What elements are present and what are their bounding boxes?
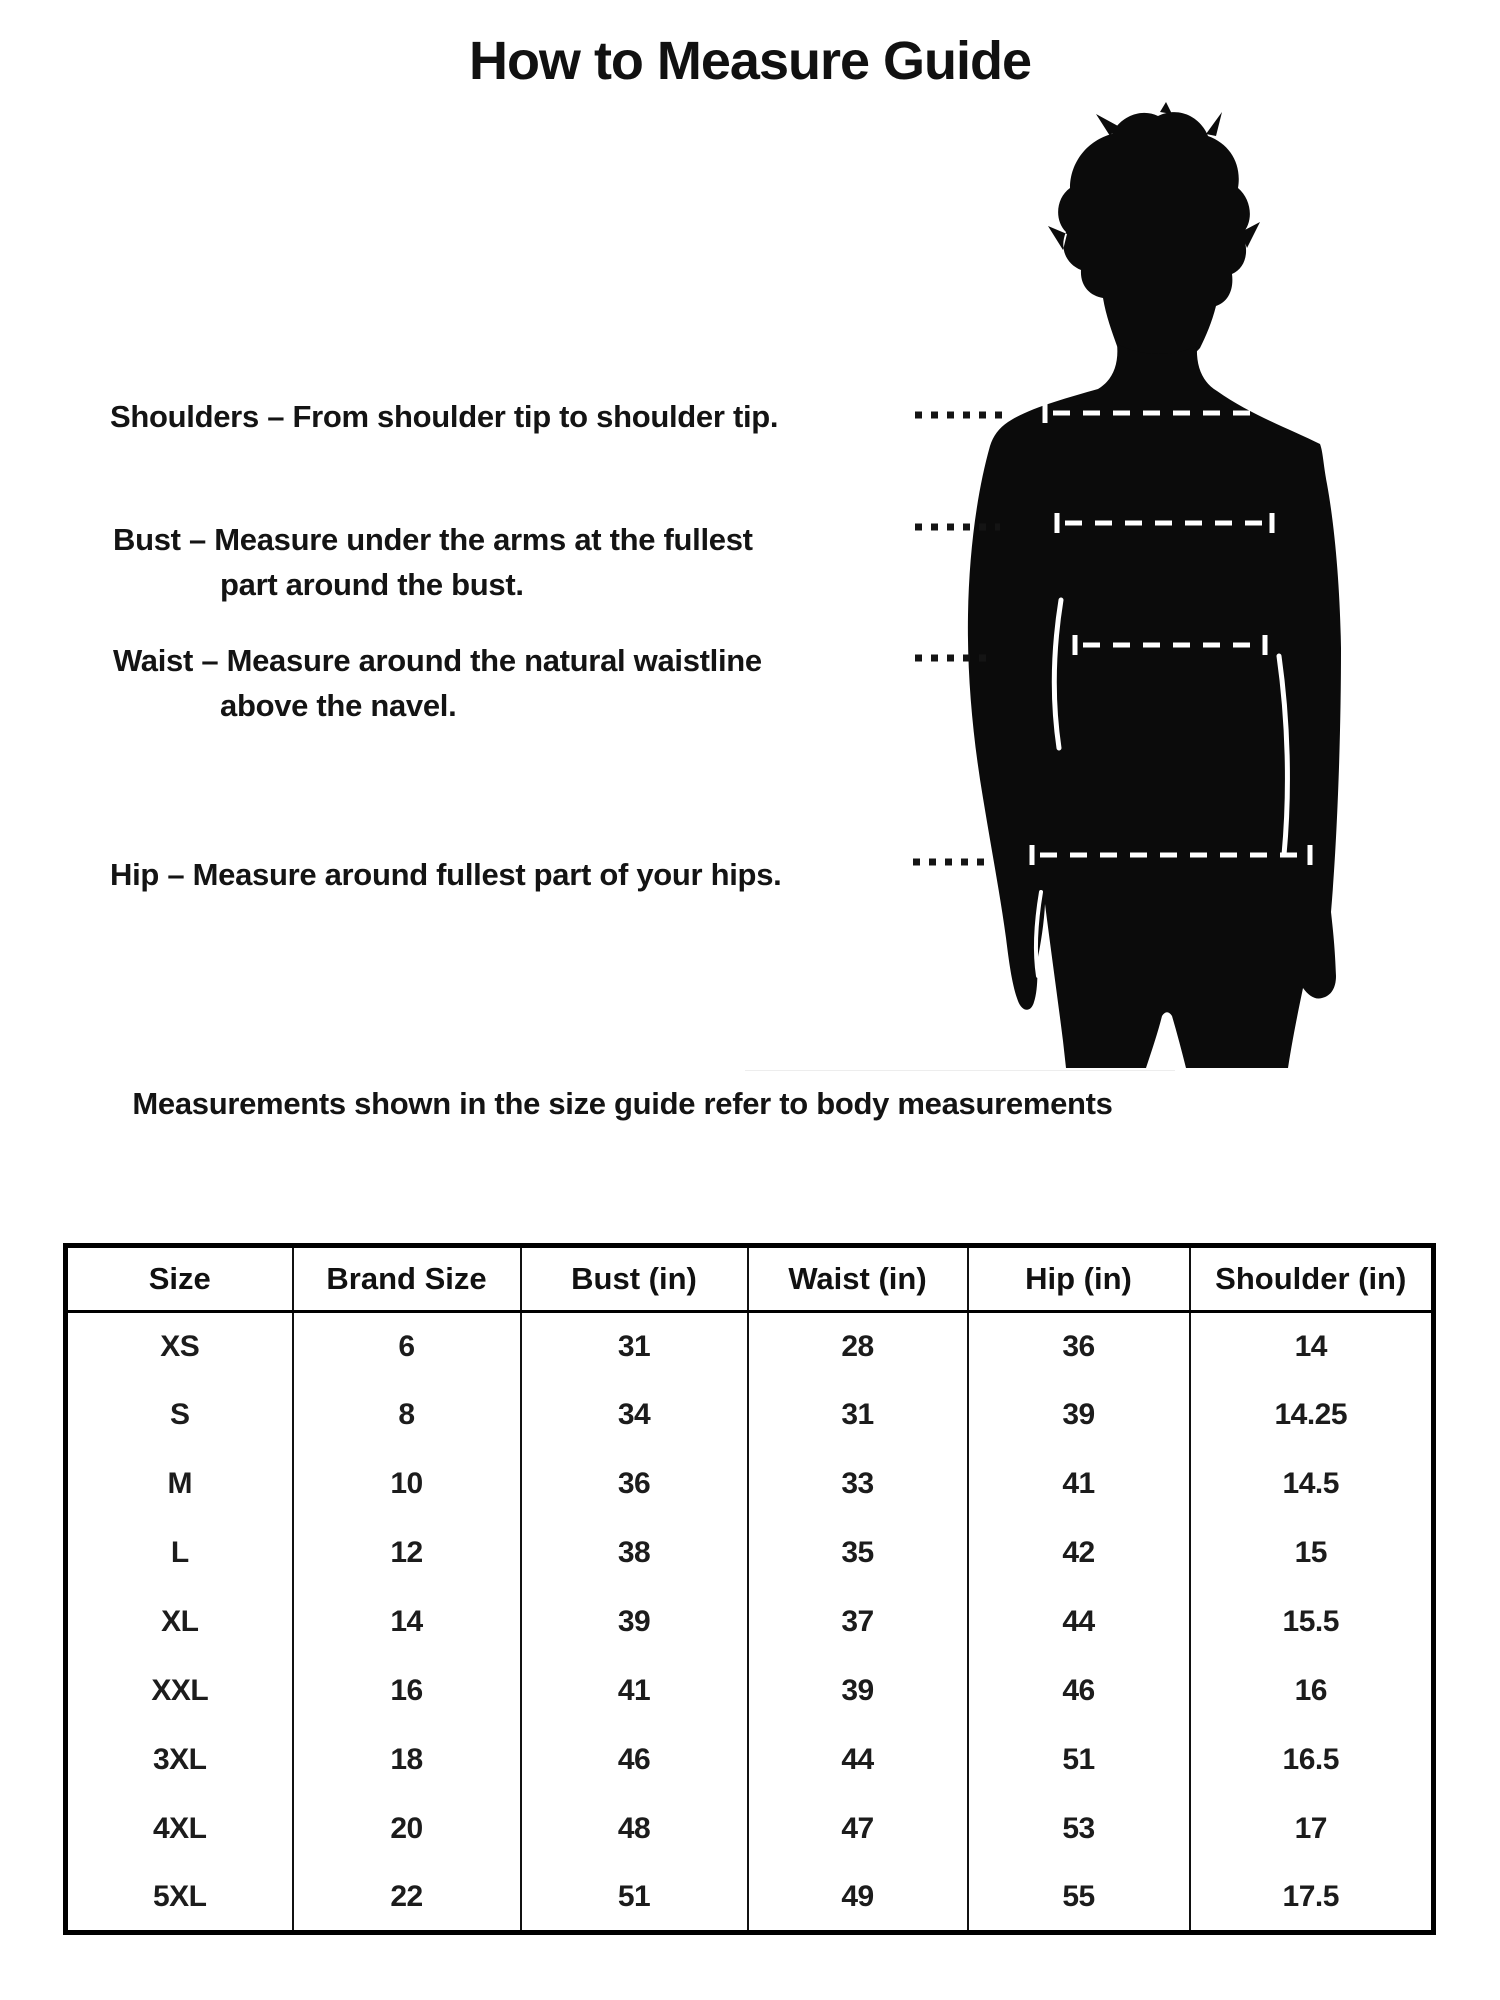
table-cell: 14.5	[1190, 1450, 1434, 1519]
waist-instruction-line1: Waist – Measure around the natural waistline	[113, 643, 762, 678]
table-cell: 16	[293, 1657, 521, 1726]
table-header-cell: Size	[66, 1246, 293, 1312]
table-cell: 31	[748, 1381, 968, 1450]
table-cell: 47	[748, 1795, 968, 1864]
table-cell: XXL	[151, 1674, 209, 1707]
table-cell: 28	[748, 1312, 968, 1381]
table-cell: 36	[968, 1312, 1190, 1381]
table-header-cell: Shoulder (in)	[1190, 1246, 1434, 1312]
table-cell: 22	[293, 1864, 521, 1933]
table-cell: 46	[521, 1726, 748, 1795]
table-cell: 31	[521, 1312, 748, 1381]
table-cell: 17	[1190, 1795, 1434, 1864]
table-row	[66, 1864, 1434, 1933]
table-cell: 33	[748, 1450, 968, 1519]
table-cell: 48	[521, 1795, 748, 1864]
table-row	[66, 1657, 1434, 1726]
waist-instruction-line2: above the navel.	[220, 688, 457, 723]
table-cell: 15.5	[1190, 1588, 1434, 1657]
table-cell: 12	[293, 1519, 521, 1588]
table-cell: 34	[521, 1381, 748, 1450]
table-header-cell: Hip (in)	[968, 1246, 1190, 1312]
table-cell: 42	[968, 1519, 1190, 1588]
body-measurements-note: Measurements shown in the size guide refer to body measurements	[132, 1086, 1113, 1121]
table-row	[66, 1519, 1434, 1588]
table-cell: 46	[968, 1657, 1190, 1726]
table-cell: L	[170, 1536, 189, 1569]
table-cell: 49	[748, 1864, 968, 1933]
shoulders-instruction: Shoulders – From shoulder tip to shoulder tip.	[110, 399, 779, 434]
table-cell: 39	[521, 1588, 748, 1657]
table-cell: M	[167, 1467, 192, 1500]
bust-instruction-line2: part around the bust.	[220, 567, 524, 602]
table-cell: 14.25	[1190, 1381, 1434, 1450]
table-cell: 39	[968, 1381, 1190, 1450]
table-cell: 16	[1190, 1657, 1434, 1726]
female-silhouette-figure	[860, 100, 1380, 1080]
figure-crop-edge	[745, 1070, 1175, 1071]
table-cell: 38	[521, 1519, 748, 1588]
bust-instruction-line1: Bust – Measure under the arms at the fullest	[113, 522, 753, 557]
table-cell: 16.5	[1190, 1726, 1434, 1795]
table-row	[66, 1795, 1434, 1864]
table-cell: 41	[521, 1657, 748, 1726]
table-cell: 51	[968, 1726, 1190, 1795]
table-cell: 44	[968, 1588, 1190, 1657]
table-cell: 10	[293, 1450, 521, 1519]
table-cell: 55	[968, 1864, 1190, 1933]
table-row	[66, 1312, 1434, 1381]
table-header-cell: Bust (in)	[521, 1246, 748, 1312]
table-cell: 18	[293, 1726, 521, 1795]
table-header-cell: Brand Size	[293, 1246, 521, 1312]
hip-instruction: Hip – Measure around fullest part of your hips.	[110, 857, 782, 892]
table-cell: 4XL	[152, 1812, 207, 1845]
silhouette-head	[1048, 102, 1260, 366]
table-cell: 8	[293, 1381, 521, 1450]
table-cell: 3XL	[152, 1743, 207, 1776]
table-cell: S	[169, 1398, 190, 1431]
table-cell: 35	[748, 1519, 968, 1588]
table-cell: 39	[748, 1657, 968, 1726]
size-chart-table	[63, 1243, 1436, 1935]
table-cell: 14	[293, 1588, 521, 1657]
table-row	[66, 1588, 1434, 1657]
table-cell: 41	[968, 1450, 1190, 1519]
table-cell: 15	[1190, 1519, 1434, 1588]
table-row	[66, 1450, 1434, 1519]
table-cell: 37	[748, 1588, 968, 1657]
table-cell: 20	[293, 1795, 521, 1864]
table-cell: 53	[968, 1795, 1190, 1864]
table-cell: 44	[748, 1726, 968, 1795]
table-cell: XS	[160, 1329, 200, 1363]
table-cell: 17.5	[1190, 1864, 1434, 1933]
table-cell: 36	[521, 1450, 748, 1519]
table-row	[66, 1726, 1434, 1795]
table-cell: 51	[521, 1864, 748, 1933]
table-cell: XL	[161, 1605, 199, 1638]
table-header-cell: Waist (in)	[748, 1246, 968, 1312]
table-cell: 14	[1190, 1312, 1434, 1381]
size-chart-header-row	[66, 1246, 1434, 1312]
page-title: How to Measure Guide	[468, 31, 1032, 91]
table-row	[66, 1381, 1434, 1450]
size-chart-body	[66, 1312, 1434, 1933]
table-cell: 5XL	[152, 1879, 207, 1913]
table-cell: 6	[293, 1312, 521, 1381]
